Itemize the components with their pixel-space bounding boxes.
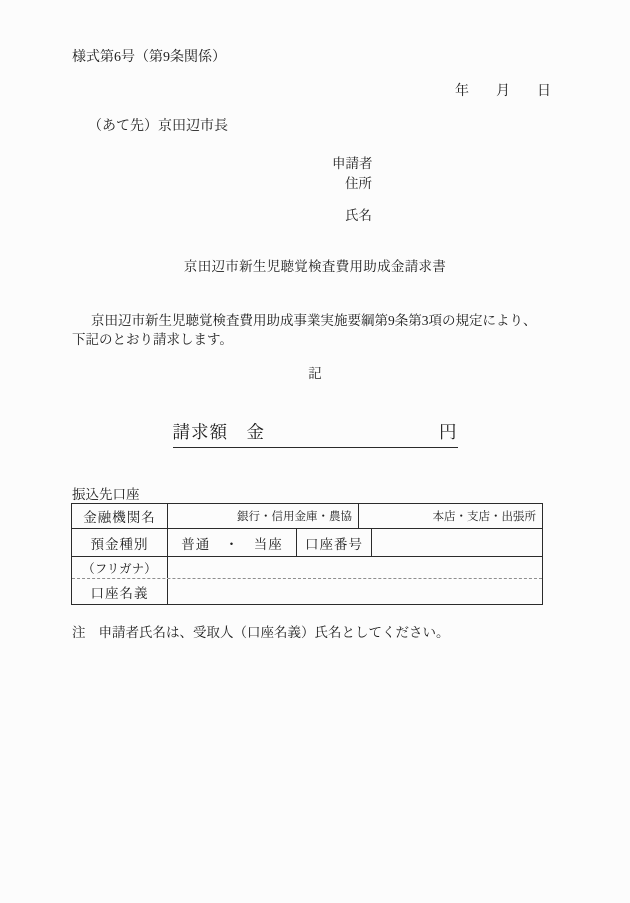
form-number: 様式第6号（第9条関係） bbox=[72, 50, 226, 65]
ki-mark: 記 bbox=[308, 366, 322, 381]
table-row-holder bbox=[72, 579, 542, 604]
body-paragraph bbox=[72, 312, 564, 349]
furigana-input-cell[interactable] bbox=[167, 557, 542, 578]
table-row-furigana bbox=[72, 557, 542, 579]
amount-line bbox=[0, 419, 630, 448]
note-line bbox=[72, 621, 450, 641]
deposit-type-options-cell[interactable]: 普通 ・ 当座 bbox=[167, 529, 296, 556]
body-line-1: 京田辺市新生児聴覚検査費用助成事業実施要綱第9条第3項の規定により、 bbox=[91, 313, 537, 328]
month-label: 月 bbox=[496, 84, 510, 99]
institution-header-cell: 金融機関名 bbox=[83, 510, 156, 525]
bank-account-table bbox=[71, 503, 543, 605]
deposit-type-header-cell: 預金種別 bbox=[90, 536, 149, 552]
applicant-name-label: 氏名 bbox=[345, 208, 372, 223]
addressee-line: （あて先）京田辺市長 bbox=[88, 119, 228, 134]
amount-label: 請求額 金 bbox=[172, 422, 265, 442]
amount-input-area[interactable] bbox=[265, 421, 439, 439]
institution-name-input-cell[interactable]: 銀行・信用金庫・農協 bbox=[167, 504, 358, 528]
table-row-institution bbox=[72, 504, 542, 529]
date-line bbox=[455, 80, 551, 100]
account-section-heading: 振込先口座 bbox=[72, 487, 140, 502]
applicant-label: 申請者 bbox=[332, 156, 373, 171]
table-row-account-number bbox=[72, 529, 542, 557]
note-label: 注 bbox=[72, 625, 86, 640]
amount-underline bbox=[173, 419, 458, 448]
account-number-header-cell: 口座番号 bbox=[296, 529, 371, 556]
furigana-header-cell: （フリガナ） bbox=[82, 561, 157, 576]
amount-unit-label: 円 bbox=[439, 422, 458, 442]
account-number-digit-row bbox=[371, 529, 542, 556]
holder-name-input-cell[interactable] bbox=[167, 579, 542, 604]
applicant-address-label: 住所 bbox=[345, 176, 372, 191]
day-label: 日 bbox=[537, 84, 551, 99]
year-label: 年 bbox=[455, 84, 469, 99]
body-line-2: 下記のとおり請求します。 bbox=[72, 331, 233, 347]
document-title: 京田辺市新生児聴覚検査費用助成金請求書 bbox=[183, 259, 447, 274]
holder-header-cell: 口座名義 bbox=[90, 585, 149, 601]
note-text: 申請者氏名は、受取人（口座名義）氏名としてください。 bbox=[98, 625, 450, 640]
branch-name-input-cell[interactable]: 本店・支店・出張所 bbox=[358, 504, 542, 528]
